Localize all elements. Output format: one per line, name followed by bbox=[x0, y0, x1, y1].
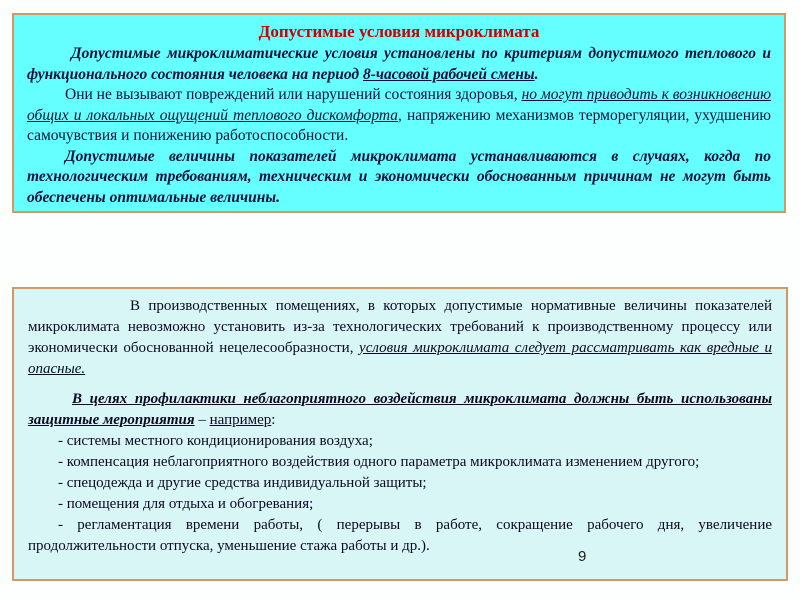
text-run: Допустимые величины показателей микроклимата устанавливаются в случаях, когда по технологическим требованиям, техническим и экономически обоснованным причинам не могут быть обеспечены оптимальные величины. bbox=[27, 147, 771, 206]
slide-title: Допустимые условия микроклимата bbox=[258, 22, 540, 41]
text-run: В производственных помещениях, в которых допустимые нормативные величины показателей микроклимата невозможно установить из-за технологических требований к производственному процессу или экономически обоснованной нецелесообразности, bbox=[28, 298, 772, 356]
bottom-text-box bbox=[12, 287, 788, 581]
list-item-conditioning: - системы местного кондиционирования воздуха; bbox=[58, 433, 373, 449]
text-run: : bbox=[271, 412, 276, 428]
paragraph-permissible-definition bbox=[27, 44, 771, 85]
text-run: Допустимые микроклиматические условия установлены по критериям допустимого теплового и функционального состояния человека на период bbox=[27, 45, 771, 83]
list-item-work-time-regulation: - регламентация времени работы, ( перерывы в работе, сокращение рабочего дня, увеличение продолжительности отпуска, уменьшение стажа работы и др.). bbox=[28, 517, 772, 554]
text-run-italic-underlined: но могут приводить к возникновению общих и локальных ощущений теплового дискомфорта bbox=[27, 86, 771, 124]
list-item-compensation: - компенсация неблагоприятного воздействия одного параметра микроклимата изменением другого; bbox=[58, 454, 700, 470]
text-run: Они не вызывают повреждений или нарушений состояния здоровья, bbox=[65, 86, 522, 103]
paragraph-harmful-conditions bbox=[28, 296, 772, 380]
text-run-underlined: 8-часовой рабочей смены bbox=[362, 65, 535, 83]
list-item-rest-rooms: - помещения для отдыха и обогревания; bbox=[58, 496, 314, 512]
paragraph-protective-measures-intro bbox=[28, 389, 772, 431]
text-run-underlined: например bbox=[209, 412, 272, 428]
paragraph-health-effects bbox=[27, 85, 771, 147]
list-item-protective-clothing: - спецодежда и другие средства индивидуальной защиты; bbox=[58, 475, 427, 491]
text-run-italic-underlined: условия микроклимата следует рассматривать как вредные и опасные. bbox=[28, 340, 772, 377]
text-run-bold-italic-underlined: В целях профилактики неблагоприятного воздействия микроклимата должны быть использованы защитные мероприятия bbox=[28, 391, 772, 428]
paragraph-when-established bbox=[27, 147, 771, 209]
text-run: . bbox=[534, 65, 539, 83]
text-run: – bbox=[194, 412, 210, 428]
text-run: , напряжению механизмов терморегуляции, ухудшению самочувствия и понижению работоспособности. bbox=[27, 106, 771, 144]
page-number: 9 bbox=[578, 548, 587, 565]
top-text-box bbox=[12, 13, 786, 213]
